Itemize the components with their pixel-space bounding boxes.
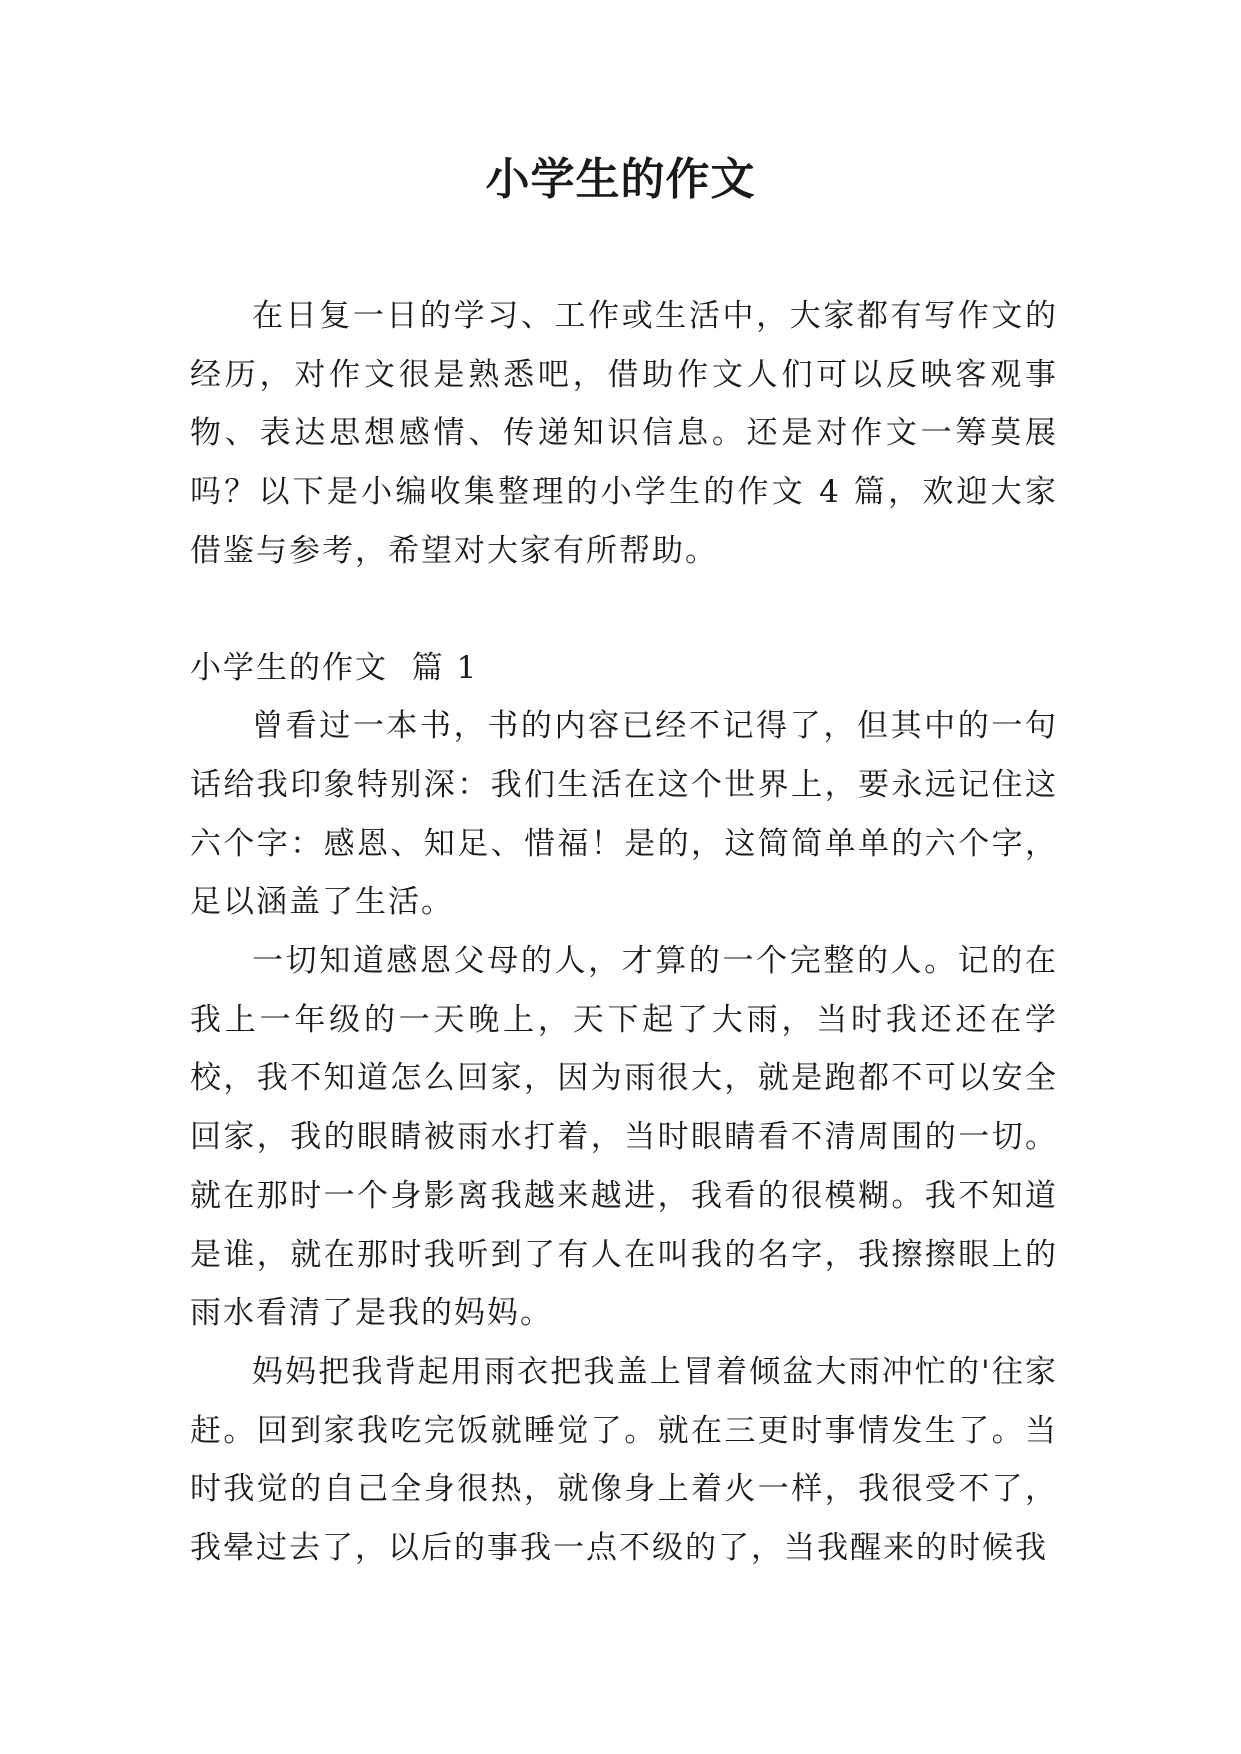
body-paragraph-1: 曾看过一本书，书的内容已经不记得了，但其中的一句话给我印象特别深：我们生活在这个世界上，要永远记住这六个字：感恩、知足、惜福！是的，这简简单单的六个字，足以涵盖了生活。 xyxy=(190,708,1058,921)
intro-paragraph: 在日复一日的学习、工作或生活中，大家都有写作文的经历，对作文很是熟悉吧，借助作文人们可以反映客观事物、表达思想感情、传递知识信息。还是对作文一筹莫展吗？以下是小编收集整理的小学生的作文 4 篇，欢迎大家借鉴与参考，希望对大家有所帮助。 xyxy=(190,298,1058,569)
document-title: 小学生的作文 xyxy=(485,154,756,205)
body-paragraph-2: 一切知道感恩父母的人，才算的一个完整的人。记的在我上一年级的一天晚上，天下起了大雨，当时我还还在学校，我不知道怎么回家，因为雨很大，就是跑都不可以安全回家，我的眼睛被雨水打着，当时眼睛看不清周围的一切。就在那时一个身影离我越来越进，我看的很模糊。我不知道是谁，就在那时我听到了有人在叫我的名字，我擦擦眼上的雨水看清了是我的妈妈。 xyxy=(190,943,1058,1332)
document-body xyxy=(190,287,1058,1578)
section-heading: 小学生的作文 篇 1 xyxy=(190,649,479,686)
section-spacer xyxy=(190,581,1058,639)
body-paragraph-3: 妈妈把我背起用雨衣把我盖上冒着倾盆大雨冲忙的'往家赶。回到家我吃完饭就睡觉了。就在三更时事情发生了。当时我觉的自己全身很热，就像身上着火一样，我很受不了，我晕过去了，以后的事我一点不级的了，当我醒来的时候我 xyxy=(190,1353,1058,1567)
